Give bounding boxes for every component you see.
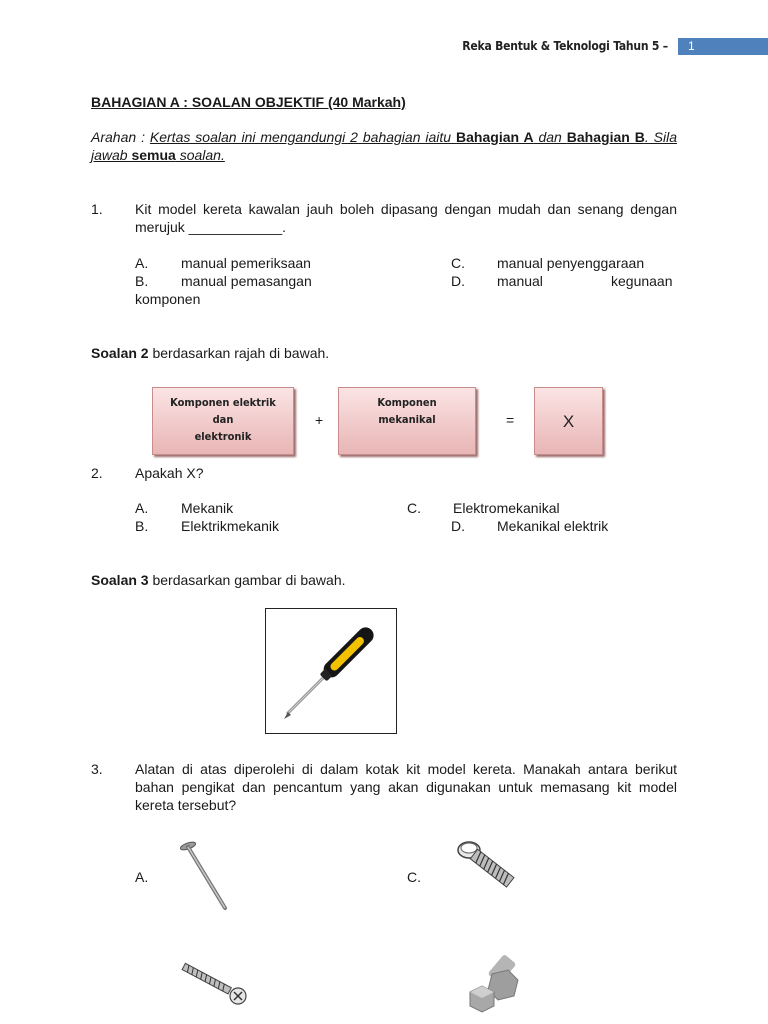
section-title: BAHAGIAN A : SOALAN OBJEKTIF (40 Markah) xyxy=(91,94,406,110)
screw-icon xyxy=(180,958,252,1008)
instructions-bold: Bahagian A xyxy=(456,129,534,145)
box-line: Komponen elektrik xyxy=(170,396,276,409)
option-letter: C. xyxy=(407,500,421,516)
option-letter: A. xyxy=(135,255,149,271)
nut-bolt-icon xyxy=(466,952,530,1016)
box-line: elektronik xyxy=(194,430,252,443)
screwdriver-figure xyxy=(265,608,397,734)
option-letter: C. xyxy=(451,255,465,271)
diagram-box-mechanical xyxy=(338,387,476,455)
option-text: manual pemeriksaan xyxy=(181,255,311,271)
option-b xyxy=(135,272,312,290)
question-text: Kit model kereta kawalan jauh boleh dipasang dengan mudah dan senang dengan merujuk ____________. xyxy=(135,201,677,235)
question-3 xyxy=(91,760,677,816)
option-text: Elektrikmekanik xyxy=(181,518,280,534)
option-b xyxy=(135,517,279,535)
option-d-continued: kegunaan xyxy=(611,273,673,289)
option-a xyxy=(135,499,233,517)
instructions-text: soalan. xyxy=(175,147,225,163)
question-3-intro xyxy=(91,571,346,589)
question-2-intro xyxy=(91,344,329,362)
diagram-box-x: X xyxy=(534,387,603,455)
nail-icon xyxy=(178,838,234,914)
instructions xyxy=(91,128,677,164)
option-letter: D. xyxy=(451,273,465,289)
option-text: manual penyenggaraan xyxy=(497,255,645,271)
option-c xyxy=(407,499,560,517)
intro-bold: Soalan 3 xyxy=(91,572,149,588)
box-line: dan xyxy=(212,413,234,426)
bolt-icon xyxy=(456,836,520,896)
intro-text: berdasarkan rajah di bawah. xyxy=(148,345,330,361)
page-number: 1 xyxy=(678,38,768,55)
option-d xyxy=(451,517,608,535)
equals-sign: = xyxy=(506,412,515,428)
instructions-text: dan xyxy=(533,129,567,145)
question-2 xyxy=(91,464,677,482)
option-a-label: A. xyxy=(135,869,149,885)
instructions-bold: semua xyxy=(131,147,176,163)
question-number: 2. xyxy=(91,465,103,481)
option-letter: D. xyxy=(451,518,465,534)
instructions-prefix: Arahan : xyxy=(91,129,150,145)
option-d-wrap: komponen xyxy=(135,291,201,307)
instructions-bold: Bahagian B xyxy=(566,129,645,145)
box-line: mekanikal xyxy=(378,413,436,426)
intro-bold: Soalan 2 xyxy=(91,345,149,361)
question-text: Apakah X? xyxy=(135,465,204,481)
question-number: 1. xyxy=(91,201,103,217)
option-letter: B. xyxy=(135,273,149,289)
box-line: Komponen xyxy=(377,396,437,409)
option-text: Mekanik xyxy=(181,500,234,516)
question-text: Alatan di atas diperolehi di dalam kotak kit model kereta. Manakah antara berikut bahan pengikat dan pencantum yang akan digunakan untuk memasang kit model kereta tersebut? xyxy=(135,761,677,813)
diagram-box-electric xyxy=(152,387,294,455)
option-c-label: C. xyxy=(407,869,421,885)
option-text: manual xyxy=(497,273,543,289)
option-text: Mekanikal elektrik xyxy=(497,518,609,534)
question-number: 3. xyxy=(91,761,103,777)
option-text: Elektromekanikal xyxy=(453,500,560,516)
option-d xyxy=(451,272,543,290)
plus-sign: + xyxy=(315,412,324,428)
question-1 xyxy=(91,200,677,240)
option-letter: A. xyxy=(135,500,149,516)
instructions-text: . Sila jawab xyxy=(91,129,678,163)
instructions-text: Kertas soalan ini mengandungi 2 bahagian iaitu xyxy=(149,129,457,145)
intro-text: berdasarkan gambar di bawah. xyxy=(148,572,346,588)
option-c xyxy=(451,254,644,272)
option-letter: B. xyxy=(135,518,149,534)
option-text: manual pemasangan xyxy=(181,273,312,289)
screwdriver-icon xyxy=(266,609,396,733)
option-a xyxy=(135,254,311,272)
running-header: Reka Bentuk & Teknologi Tahun 5 – xyxy=(462,39,668,53)
